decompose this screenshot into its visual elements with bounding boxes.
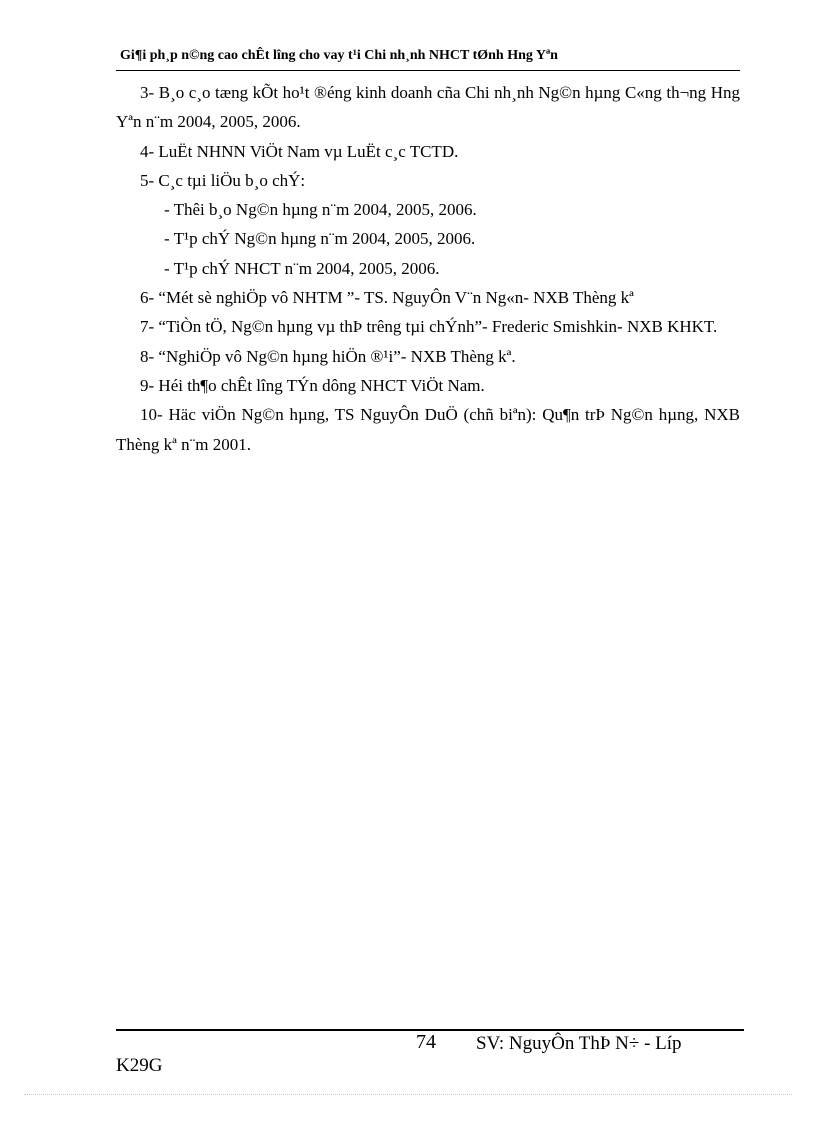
- reference-subitem: - Thêi b¸o Ng©n hµng n¨m 2004, 2005, 2006.: [164, 200, 477, 220]
- reference-item: 6- “Mét sè nghiÖp vô NHTM ”- TS. NguyÔn V¨n Ng«n- NXB Thèng kª: [140, 288, 634, 308]
- reference-item: 3- B¸o c¸o tæng kÕt ho¹t ®éng kinh doanh cña Chi nh¸nh Ng©n hµng C«ng th¬ng Hng Yªn n¨m 2004, 2005, 2006.: [116, 83, 740, 132]
- reference-subitem: - T¹p chÝ NHCT n¨m 2004, 2005, 2006.: [164, 258, 440, 278]
- reference-item: 10- Häc viÖn Ng©n hµng, TS NguyÔn DuÖ (chñ biªn): Qu¶n trÞ Ng©n hµng, NXB Thèng kª n¨m 2001.: [116, 405, 740, 454]
- reference-item: 8- “NghiÖp vô Ng©n hµng hiÖn ®¹i”- NXB Thèng kª.: [140, 346, 516, 366]
- reference-item: 7- “TiÒn tÖ, Ng©n hµng vµ thÞ trêng tµi chÝnh”- Frederic Smishkin- NXB KHKT.: [140, 317, 718, 337]
- reference-list: [116, 78, 740, 459]
- footer-class-code: K29G: [116, 1055, 163, 1076]
- reference-item: 4- LuËt NHNN ViÖt Nam vµ LuËt c¸c TCTD.: [140, 141, 459, 161]
- reference-item: 5- C¸c tµi liÖu b¸o chÝ:: [140, 170, 306, 190]
- reference-subitem: - T¹p chÝ Ng©n hµng n¨m 2004, 2005, 2006.: [164, 229, 476, 249]
- reference-item: 9- Héi th¶o chÊt lîng TÝn dông NHCT ViÖt Nam.: [140, 375, 485, 395]
- footer-author: SV: NguyÔn ThÞ N÷ - Líp: [476, 1033, 682, 1054]
- page-number: 74: [416, 1031, 436, 1053]
- header-rule: [116, 70, 740, 71]
- page-bottom-divider: [24, 1094, 792, 1095]
- page-header-title: Gi¶i ph¸p n©ng cao chÊt lîng cho vay t¹i Chi nh¸nh NHCT tØnh Hng Yªn: [120, 48, 558, 63]
